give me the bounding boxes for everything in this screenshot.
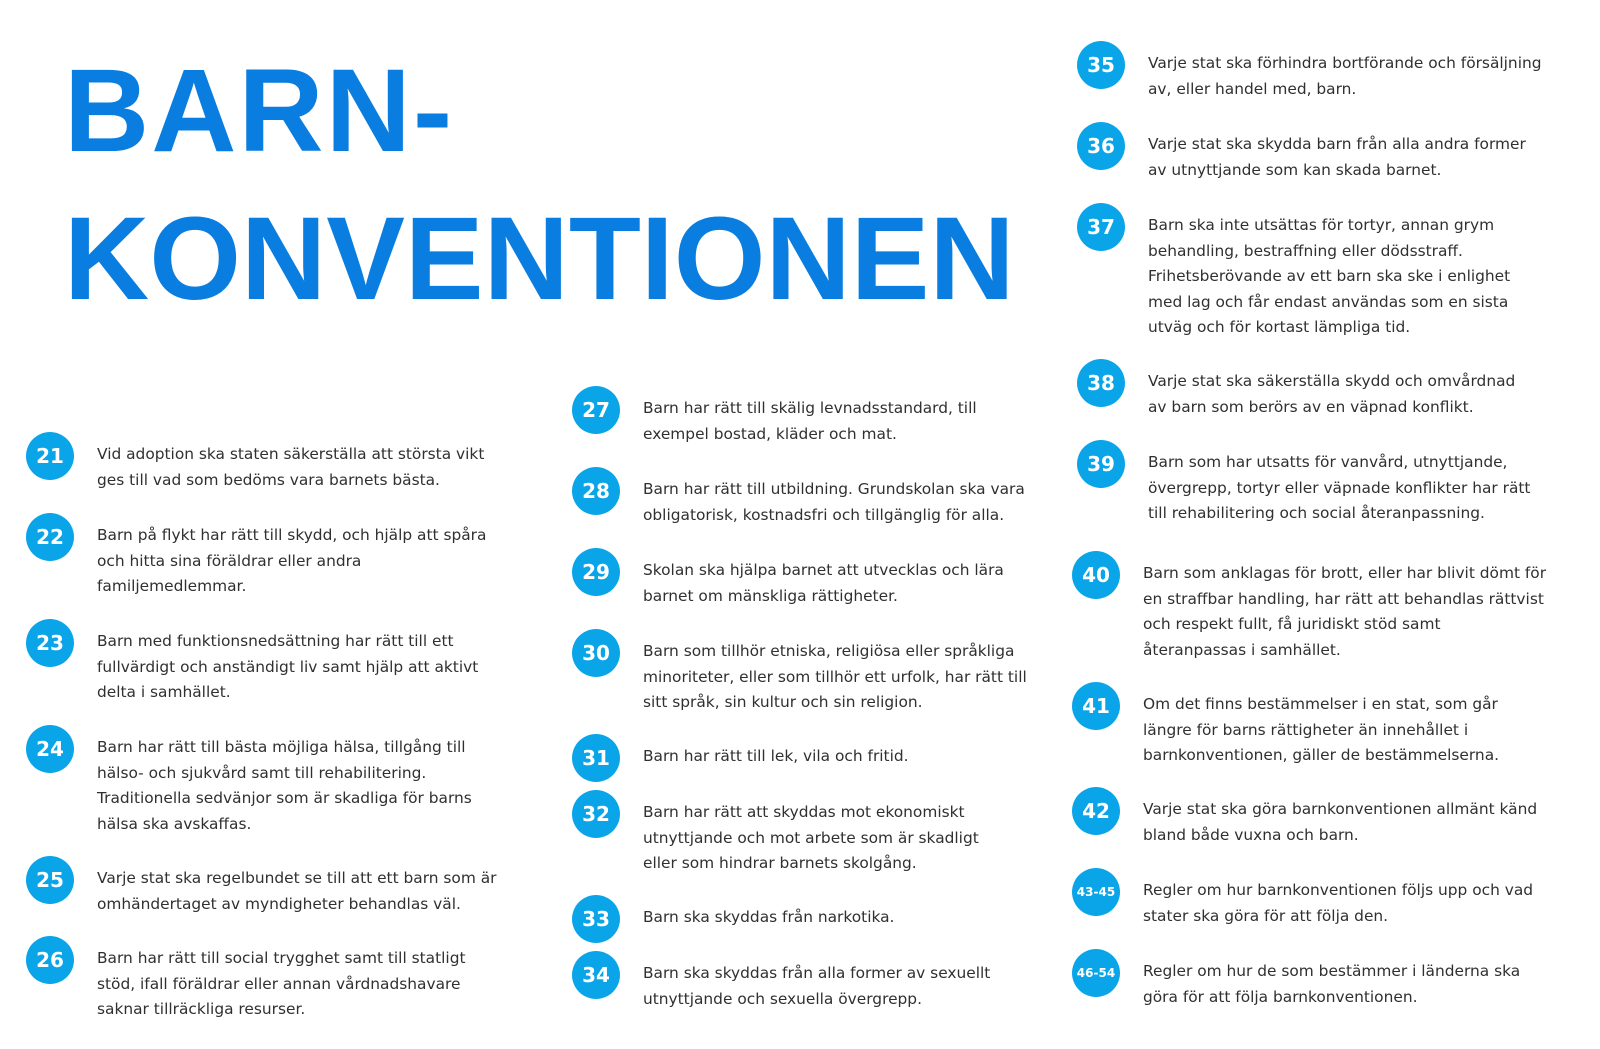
article-text: Barn ska skyddas från narkotika. — [643, 908, 895, 926]
article-number-badge: 21 — [26, 432, 74, 480]
article-text: Om det finns bestämmelser i en stat, som går längre för barns rättigheter än innehållet i barnkonventionen, gäller de bestämmelserna. — [1143, 695, 1500, 765]
title-line-1: BARN- — [64, 45, 455, 177]
article-number-badge: 31 — [572, 734, 620, 782]
article-number-badge: 29 — [572, 548, 620, 596]
title-line-2: KONVENTIONEN — [64, 193, 1015, 325]
article-number-badge: 38 — [1077, 359, 1125, 407]
article-number-badge: 22 — [26, 513, 74, 561]
article-text: Barn på flykt har rätt till skydd, och hjälp att spåra och hitta sina föräldrar eller andra familjemedlemmar. — [97, 526, 487, 596]
article-text: Varje stat ska regelbundet se till att ett barn som är omhändertaget av myndigheter behandlas väl. — [97, 869, 497, 913]
article-text: Barn har rätt till utbildning. Grundskolan ska vara obligatorisk, kostnadsfri och tillgänglig för alla. — [643, 480, 1025, 524]
article-text: Varje stat ska förhindra bortförande och försäljning av, eller handel med, barn. — [1148, 54, 1542, 98]
article-number-badge: 39 — [1077, 440, 1125, 488]
article-number-badge: 28 — [572, 467, 620, 515]
article-number-badge: 40 — [1072, 551, 1120, 599]
article-number-badge: 25 — [26, 856, 74, 904]
article-text: Barn ska inte utsättas för tortyr, annan grym behandling, bestraffning eller dödsstraff. Frihetsberövande av ett barn ska ske i enlighet med lag och får endast användas som en sista utväg och för kortast lämpliga tid. — [1148, 216, 1511, 337]
article-number-badge: 32 — [572, 790, 620, 838]
article-number-badge: 26 — [26, 936, 74, 984]
article-text: Barn som anklagas för brott, eller har blivit dömt för en straffbar handling, har rätt att behandlas rättvist och respekt fullt, få juridiskt stöd samt återanpassas i samhället. — [1143, 564, 1547, 659]
article-number-badge: 34 — [572, 951, 620, 999]
article-text: Barn har rätt till bästa möjliga hälsa, tillgång till hälso- och sjukvård samt till rehabilitering. Traditionella sedvänjor som är skadliga för barns hälsa ska avskaffas. — [97, 738, 472, 833]
article-number-badge: 42 — [1072, 787, 1120, 835]
article-number-badge: 23 — [26, 619, 74, 667]
article-text: Regler om hur de som bestämmer i länderna ska göra för att följa barnkonventionen. — [1143, 962, 1521, 1006]
article-text: Barn som har utsatts för vanvård, utnyttjande, övergrepp, tortyr eller väpnade konflikter har rätt till rehabilitering och social återanpassning. — [1148, 453, 1531, 523]
article-number-badge: 36 — [1077, 122, 1125, 170]
article-text: Barn har rätt att skyddas mot ekonomiskt utnyttjande och mot arbete som är skadligt eller som hindrar barnets skolgång. — [643, 803, 979, 873]
article-number-badge: 33 — [572, 895, 620, 943]
article-number-badge: 43-45 — [1072, 868, 1120, 916]
article-text: Barn ska skyddas från alla former av sexuellt utnyttjande och sexuella övergrepp. — [643, 964, 991, 1008]
article-text: Varje stat ska säkerställa skydd och omvårdnad av barn som berörs av en väpnad konflikt. — [1148, 372, 1516, 416]
article-text: Vid adoption ska staten säkerställa att största vikt ges till vad som bedöms vara barnets bästa. — [97, 445, 485, 489]
article-number-badge: 30 — [572, 629, 620, 677]
article-text: Barn som tillhör etniska, religiösa eller språkliga minoriteter, eller som tillhör ett urfolk, har rätt till sitt språk, sin kultur och sin religion. — [643, 642, 1027, 712]
article-text: Varje stat ska göra barnkonventionen allmänt känd bland både vuxna och barn. — [1143, 800, 1538, 844]
article-text: Regler om hur barnkonventionen följs upp och vad stater ska göra för att följa den. — [1143, 881, 1534, 925]
article-number-badge: 35 — [1077, 41, 1125, 89]
article-number-badge: 37 — [1077, 203, 1125, 251]
article-number-badge: 46-54 — [1072, 949, 1120, 997]
article-number-badge: 27 — [572, 386, 620, 434]
article-text: Barn har rätt till skälig levnadsstandard, till exempel bostad, kläder och mat. — [643, 399, 977, 443]
article-text: Skolan ska hjälpa barnet att utvecklas och lära barnet om mänskliga rättigheter. — [643, 561, 1004, 605]
article-number-badge: 41 — [1072, 682, 1120, 730]
article-text: Barn med funktionsnedsättning har rätt till ett fullvärdigt och anständigt liv samt hjälp att aktivt delta i samhället. — [97, 632, 479, 702]
article-text: Barn har rätt till lek, vila och fritid. — [643, 747, 909, 765]
article-number-badge: 24 — [26, 725, 74, 773]
article-text: Barn har rätt till social trygghet samt till statligt stöd, ifall föräldrar eller annan vårdnadshavare saknar tillräckliga resurser. — [97, 949, 466, 1019]
article-text: Varje stat ska skydda barn från alla andra former av utnyttjande som kan skada barnet. — [1148, 135, 1526, 179]
